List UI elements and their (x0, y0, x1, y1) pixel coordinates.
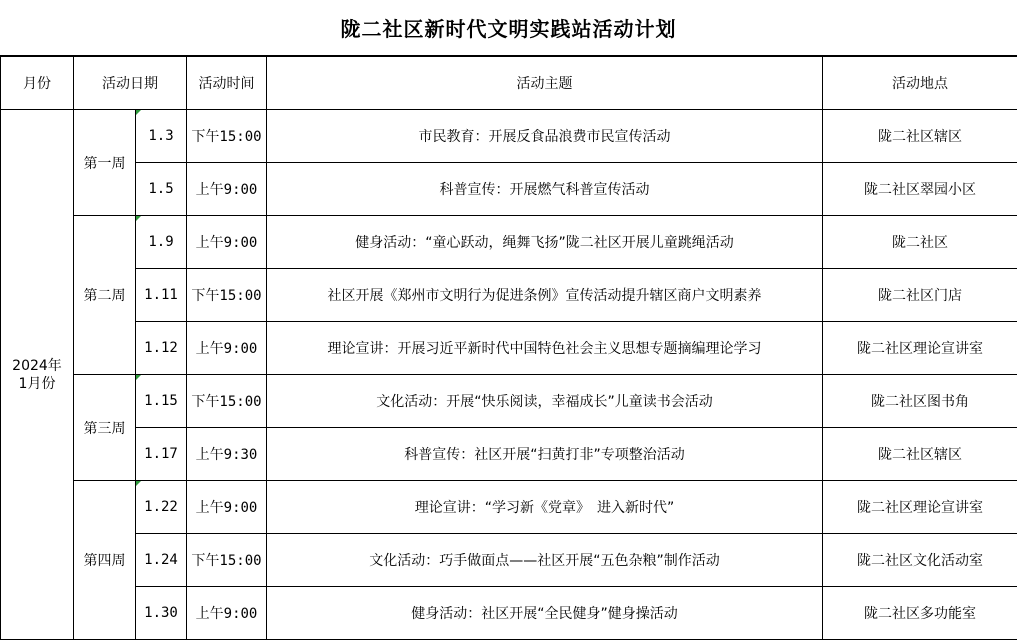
place-cell: 陇二社区辖区 (823, 428, 1017, 481)
date-cell: 1.30 (136, 587, 187, 640)
date-cell: 1.24 (136, 534, 187, 587)
page-title: 陇二社区新时代文明实践站活动计划 (0, 0, 1017, 56)
activity-plan-table (0, 56, 1017, 640)
place-cell: 陇二社区文化活动室 (823, 534, 1017, 587)
theme-cell: 科普宣传：社区开展“扫黄打非”专项整治活动 (267, 428, 823, 481)
time-cell: 上午9:00 (187, 322, 267, 375)
header-theme: 活动主题 (267, 57, 823, 110)
week-cell: 第四周 (74, 481, 136, 640)
time-cell: 上午9:30 (187, 428, 267, 481)
table-row (1, 216, 1017, 269)
theme-cell: 理论宣讲：“学习新《党章》 进入新时代” (267, 481, 823, 534)
place-cell: 陇二社区 (823, 216, 1017, 269)
place-cell: 陇二社区理论宣讲室 (823, 481, 1017, 534)
place-cell: 陇二社区多功能室 (823, 587, 1017, 640)
header-place: 活动地点 (823, 57, 1017, 110)
place-cell: 陇二社区理论宣讲室 (823, 322, 1017, 375)
place-cell: 陇二社区翠园小区 (823, 163, 1017, 216)
table-row (1, 428, 1017, 481)
time-cell: 下午15:00 (187, 534, 267, 587)
header-time: 活动时间 (187, 57, 267, 110)
header-date: 活动日期 (74, 57, 187, 110)
table-row (1, 269, 1017, 322)
place-cell: 陇二社区辖区 (823, 110, 1017, 163)
time-cell: 下午15:00 (187, 375, 267, 428)
date-cell: 1.22 (136, 481, 187, 534)
week-cell: 第一周 (74, 110, 136, 216)
place-cell: 陇二社区图书角 (823, 375, 1017, 428)
header-month: 月份 (1, 57, 74, 110)
time-cell: 下午15:00 (187, 269, 267, 322)
time-cell: 上午9:00 (187, 216, 267, 269)
table-row (1, 587, 1017, 640)
date-cell: 1.5 (136, 163, 187, 216)
place-cell: 陇二社区门店 (823, 269, 1017, 322)
theme-cell: 文化活动：开展“快乐阅读，幸福成长”儿童读书会活动 (267, 375, 823, 428)
month-cell: 2024年 1月份 (1, 110, 74, 640)
date-cell: 1.9 (136, 216, 187, 269)
theme-cell: 市民教育：开展反食品浪费市民宣传活动 (267, 110, 823, 163)
date-cell: 1.17 (136, 428, 187, 481)
theme-cell: 理论宣讲：开展习近平新时代中国特色社会主义思想专题摘编理论学习 (267, 322, 823, 375)
time-cell: 上午9:00 (187, 481, 267, 534)
time-cell: 上午9:00 (187, 587, 267, 640)
table-row (1, 534, 1017, 587)
table-row (1, 481, 1017, 534)
theme-cell: 健身活动：社区开展“全民健身”健身操活动 (267, 587, 823, 640)
table-row (1, 375, 1017, 428)
date-cell: 1.3 (136, 110, 187, 163)
table-header-row (1, 57, 1017, 110)
table-row (1, 110, 1017, 163)
table-row (1, 163, 1017, 216)
time-cell: 上午9:00 (187, 163, 267, 216)
theme-cell: 社区开展《郑州市文明行为促进条例》宣传活动提升辖区商户文明素养 (267, 269, 823, 322)
date-cell: 1.15 (136, 375, 187, 428)
week-cell: 第二周 (74, 216, 136, 375)
time-cell: 下午15:00 (187, 110, 267, 163)
theme-cell: 科普宣传：开展燃气科普宣传活动 (267, 163, 823, 216)
date-cell: 1.11 (136, 269, 187, 322)
theme-cell: 文化活动：巧手做面点——社区开展“五色杂粮”制作活动 (267, 534, 823, 587)
date-cell: 1.12 (136, 322, 187, 375)
table-row (1, 322, 1017, 375)
week-cell: 第三周 (74, 375, 136, 481)
theme-cell: 健身活动：“童心跃动，绳舞飞扬”陇二社区开展儿童跳绳活动 (267, 216, 823, 269)
